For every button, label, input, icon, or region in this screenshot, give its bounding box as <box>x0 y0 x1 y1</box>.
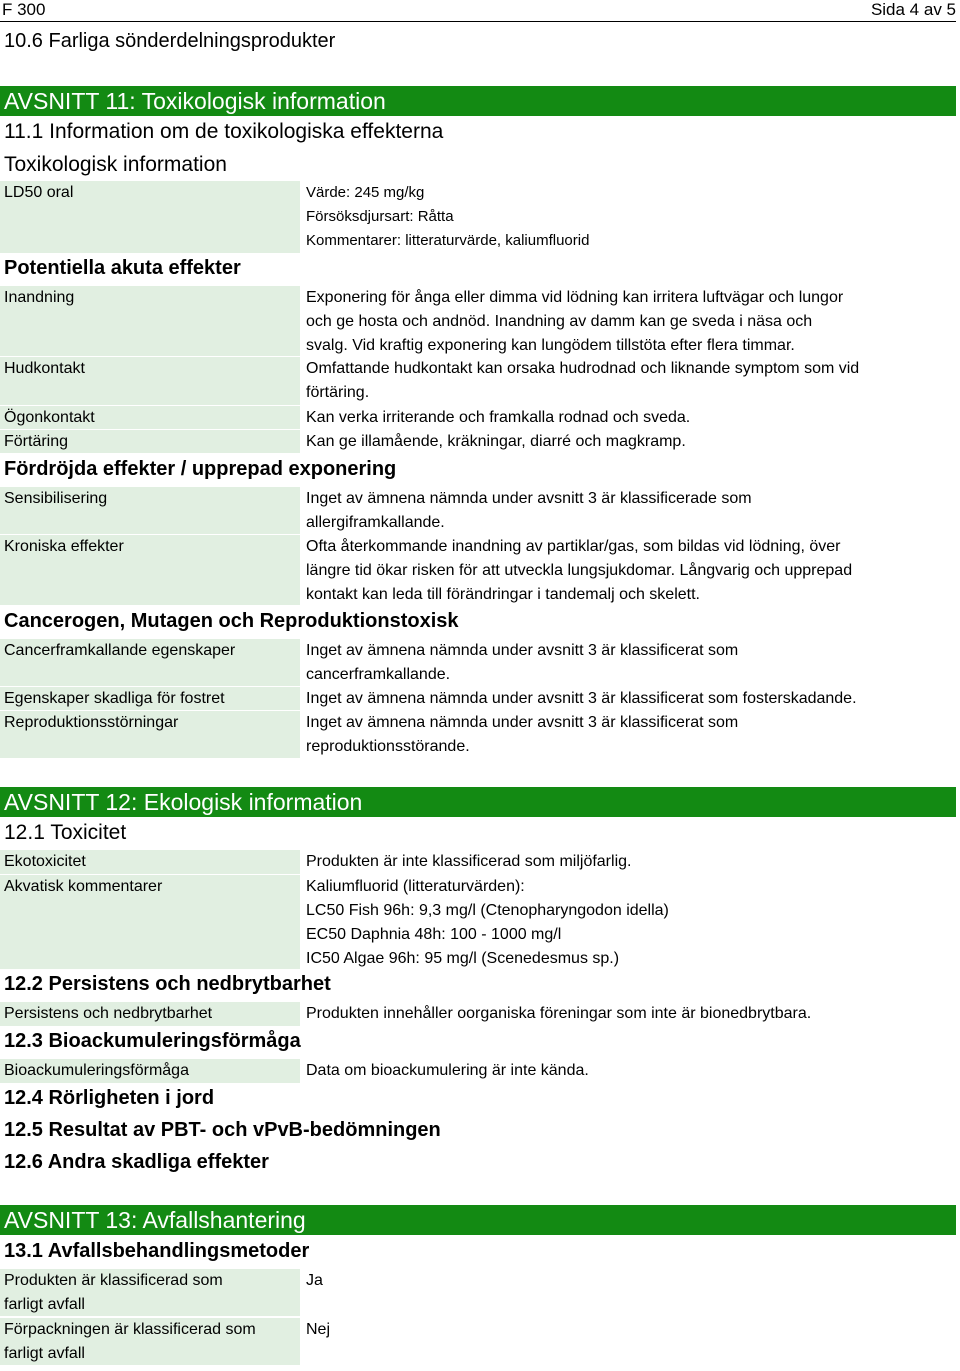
label-produkt-farligt-avfall: Produkten är klassificerad som farligt avfall <box>0 1269 300 1316</box>
heading-13-1: 13.1 Avfallsbehandlingsmetoder <box>4 1240 310 1262</box>
document-code: F 300 <box>2 0 46 19</box>
value-cancer: Inget av ämnena nämnda under avsnitt 3 är klassificerat som cancerframkallande. <box>306 642 739 683</box>
heading-12-1: 12.1 Toxicitet <box>4 821 127 844</box>
value-bioack: Data om bioackumulering är inte kända. <box>306 1062 589 1079</box>
label-fostret: Egenskaper skadliga för fostret <box>0 687 300 710</box>
section-11-banner: AVSNITT 11: Toxikologisk information <box>0 86 956 116</box>
heading-delayed-effects: Fördröjda effekter / upprepad exponering <box>4 458 397 480</box>
heading-12-5: 12.5 Resultat av PBT- och vPvB-bedömningen <box>4 1119 441 1141</box>
value-akvatisk: Kaliumfluorid (litteraturvärden): LC50 Fish 96h: 9,3 mg/l (Ctenopharyngodon idella) EC50 Daphnia 48h: 100 - 1000 mg/l IC50 Algae 96h: 95 mg/l (Scenedesmus sp.) <box>306 878 669 967</box>
heading-tox-info: Toxikologisk information <box>4 153 227 176</box>
heading-12-2: 12.2 Persistens och nedbrytbarhet <box>4 973 331 995</box>
heading-12-3: 12.3 Bioackumuleringsförmåga <box>4 1030 301 1052</box>
label-ekotox: Ekotoxicitet <box>0 850 300 874</box>
value-ekotox: Produkten är inte klassificerad som miljöfarlig. <box>306 853 632 870</box>
label-persistens: Persistens och nedbrytbarhet <box>0 1002 300 1026</box>
value-hudkontakt: Omfattande hudkontakt kan orsaka hudrodnad och liknande symptom som vid förtäring. <box>306 360 860 401</box>
label-akvatisk: Akvatisk kommentarer <box>0 875 300 969</box>
label-kroniska: Kroniska effekter <box>0 535 300 605</box>
label-inandning: Inandning <box>0 286 300 356</box>
label-ogonkontakt: Ögonkontakt <box>0 406 300 429</box>
value-sensibilisering: Inget av ämnena nämnda under avsnitt 3 är klassificerade som allergiframkallande. <box>306 490 752 531</box>
value-produkt-farligt-avfall: Ja <box>306 1272 323 1289</box>
section-12-banner: AVSNITT 12: Ekologisk information <box>0 787 956 817</box>
section-13-banner: AVSNITT 13: Avfallshantering <box>0 1205 956 1235</box>
label-repro: Reproduktionsstörningar <box>0 711 300 758</box>
value-persistens: Produkten innehåller oorganiska föreningar som inte är bionedbrytbara. <box>306 1005 812 1022</box>
label-ld50: LD50 oral <box>0 181 300 253</box>
value-fortaring: Kan ge illamående, kräkningar, diarré och magkramp. <box>306 433 686 450</box>
heading-10-6: 10.6 Farliga sönderdelningsprodukter <box>4 30 336 52</box>
heading-cmr: Cancerogen, Mutagen och Reproduktionstoxisk <box>4 610 459 632</box>
label-hudkontakt: Hudkontakt <box>0 357 300 405</box>
value-repro: Inget av ämnena nämnda under avsnitt 3 är klassificerat som reproduktionsstörande. <box>306 714 739 755</box>
page-number: Sida 4 av 5 <box>870 0 956 19</box>
label-forpackning-farligt-avfall: Förpackningen är klassificerad som farligt avfall <box>0 1318 300 1365</box>
label-bioack: Bioackumuleringsförmåga <box>0 1059 300 1083</box>
label-fortaring: Förtäring <box>0 430 300 453</box>
label-cancer: Cancerframkallande egenskaper <box>0 639 300 686</box>
heading-12-6: 12.6 Andra skadliga effekter <box>4 1151 269 1173</box>
value-ogonkontakt: Kan verka irriterande och framkalla rodnad och sveda. <box>306 409 691 426</box>
value-fostret: Inget av ämnena nämnda under avsnitt 3 är klassificerat som fosterskadande. <box>306 690 857 707</box>
value-inandning: Exponering för ånga eller dimma vid lödning kan irritera luftvägar och lungor och ge hosta och andnöd. Inandning av damm kan ge sveda i näsa och svalg. Vid kraftig exponering kan lungödem tillstöta efter flera timmar. <box>306 289 844 354</box>
value-kroniska: Ofta återkommande inandning av partiklar/gas, som bildas vid lödning, över längre tid ökar risken för att utveckla lungsjukdomar. Långvarig och upprepad kontakt kan leda till förändringar i tandemalj och skelett. <box>306 538 853 603</box>
label-sensibilisering: Sensibilisering <box>0 487 300 534</box>
heading-11-1: 11.1 Information om de toxikologiska effekterna <box>4 120 444 143</box>
heading-acute-effects: Potentiella akuta effekter <box>4 257 241 279</box>
value-forpackning-farligt-avfall: Nej <box>306 1321 331 1338</box>
heading-12-4: 12.4 Rörligheten i jord <box>4 1087 215 1109</box>
header-divider <box>0 21 956 22</box>
value-ld50: Värde: 245 mg/kg Försöksdjursart: Råtta Kommentarer: litteraturvärde, kaliumfluorid <box>306 184 590 249</box>
